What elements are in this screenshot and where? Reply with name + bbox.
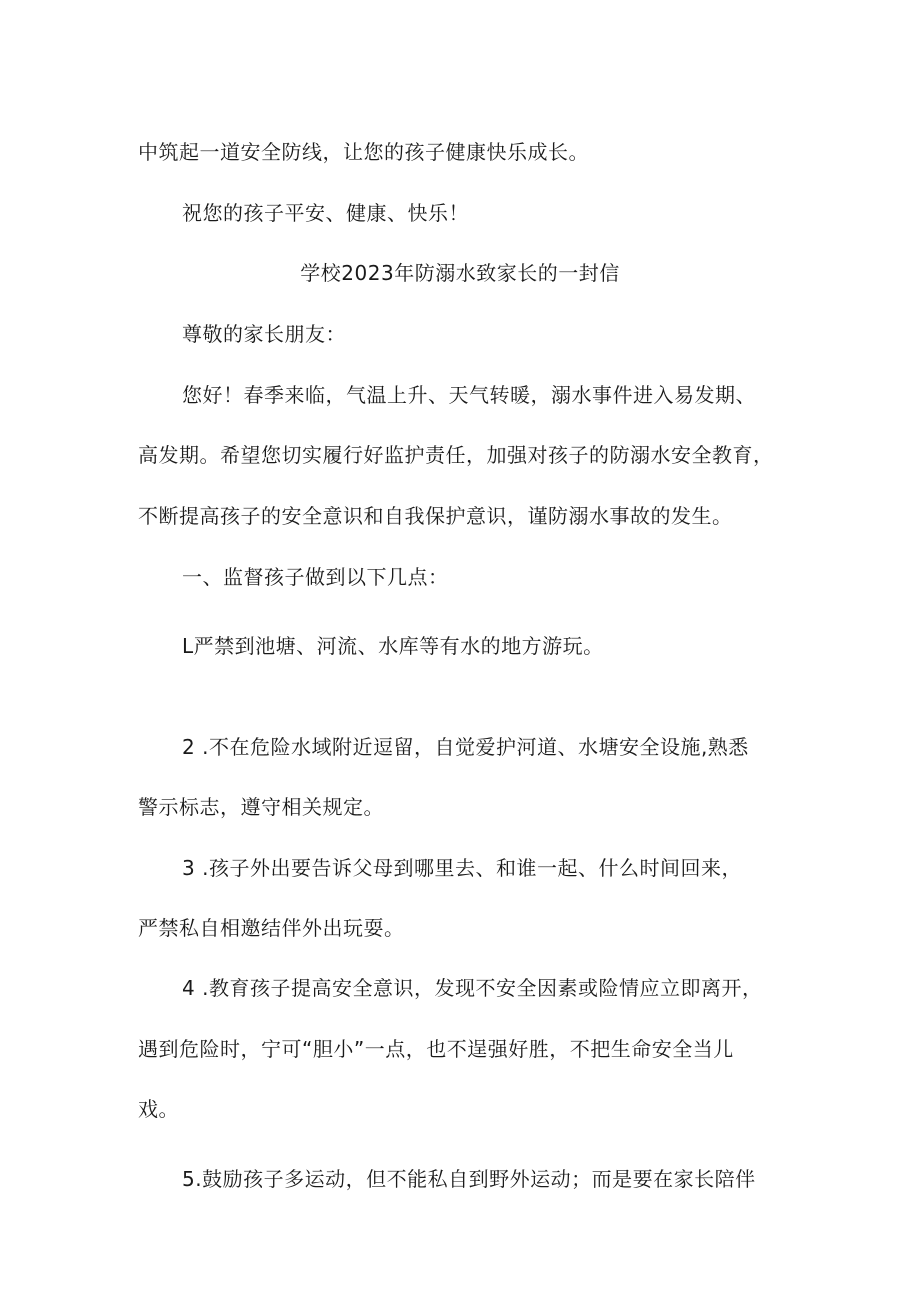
list-item-continuation: 戏。 xyxy=(138,1097,179,1121)
paragraph-line: 您好！春季来临，气温上升、天气转暖，溺水事件进入易发期、 xyxy=(182,383,756,407)
list-item-continuation: 严禁私自相邀结伴外出玩耍。 xyxy=(138,916,405,940)
list-item: 4 .教育孩子提高安全意识，发现不安全因素或险情应立即离开， xyxy=(182,976,763,1000)
list-item: 3 .孩子外出要告诉父母到哪里去、和谁一起、什么时间回来， xyxy=(182,856,742,880)
paragraph-line: 高发期。希望您切实履行好监护责任，加强对孩子的防溺水安全教育， xyxy=(138,443,774,467)
list-item-continuation: 警示标志，遵守相关规定。 xyxy=(138,795,384,819)
list-item: 5.鼓励孩子多运动，但不能私自到野外运动；而是要在家长陪伴 xyxy=(182,1167,756,1191)
section-heading: 一、监督孩子做到以下几点： xyxy=(182,565,449,589)
closing-wish: 祝您的孩子平安、健康、快乐！ xyxy=(182,201,469,225)
salutation: 尊敬的家长朋友： xyxy=(182,322,346,346)
list-item-continuation: 遇到危险时，宁可“胆小”一点，也不逞强好胜，不把生命安全当儿 xyxy=(138,1037,734,1061)
list-item: 2 .不在危险水域附近逗留，自觉爱护河道、水塘安全设施,熟悉 xyxy=(182,735,749,759)
list-item: L严禁到池塘、河流、水库等有水的地方游玩。 xyxy=(182,634,604,658)
paragraph-line: 中筑起一道安全防线，让您的孩子健康快乐成长。 xyxy=(138,140,589,164)
letter-title: 学校2023年防溺水致家长的一封信 xyxy=(300,261,620,285)
paragraph-line: 不断提高孩子的安全意识和自我保护意识，谨防溺水事故的发生。 xyxy=(138,504,733,528)
